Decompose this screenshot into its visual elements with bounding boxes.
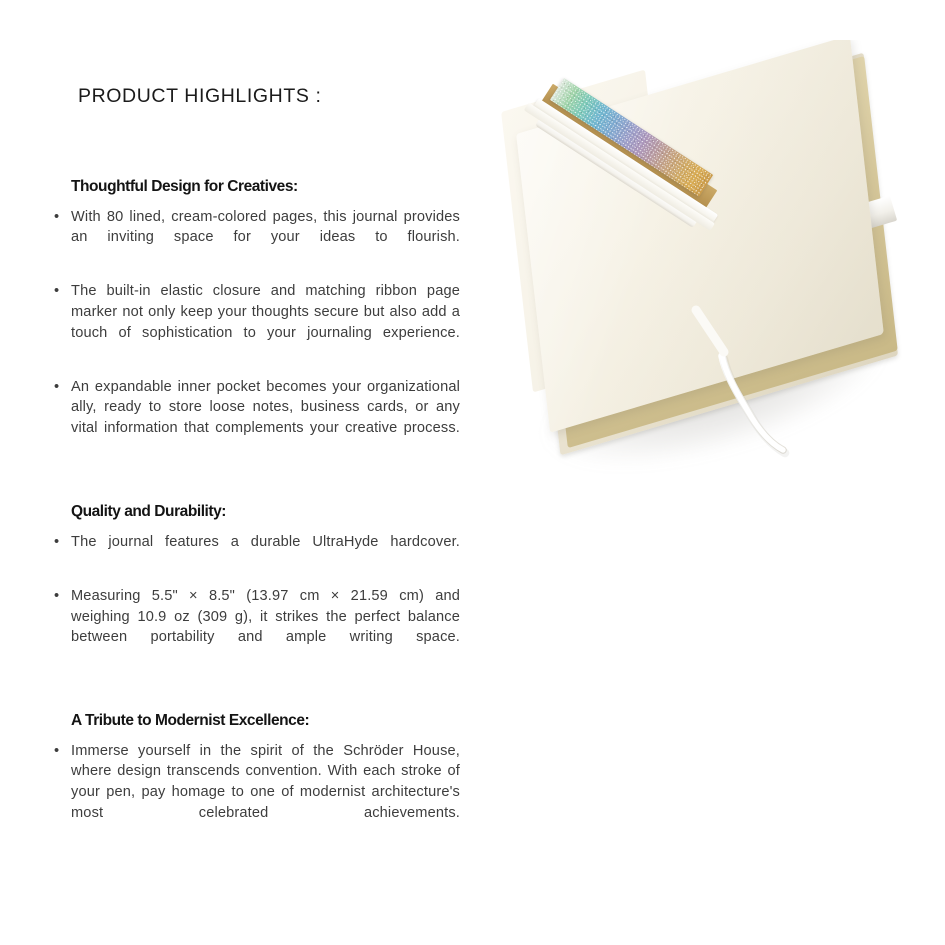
bullet-marker-icon: • [54, 283, 60, 300]
highlight-section [0, 178, 500, 459]
sections-container [0, 178, 500, 844]
product-photo [500, 40, 945, 490]
bullet-text: Immerse yourself in the spirit of the Schröder House, where design transcends convention. With each stroke of your pen, pay homage to one of modernist architecture's most celebrated achievements. [71, 742, 460, 821]
bullet-marker-icon: • [54, 587, 60, 604]
bullet-marker-icon: • [54, 208, 60, 225]
highlight-section [0, 712, 500, 844]
bullet-text: Measuring 5.5" × 8.5" (13.97 cm × 21.59 cm) and weighing 10.9 oz (309 g), it strikes the perfect balance between portability and ample writing space. [71, 587, 460, 646]
section-heading: A Tribute to Modernist Excellence: [71, 712, 310, 730]
bullet-list [0, 532, 500, 669]
section-heading: Thoughtful Design for Creatives: [71, 178, 298, 195]
bullet-item [0, 532, 500, 573]
bullet-marker-icon: • [54, 378, 60, 395]
ribbon-gutter-segment [696, 310, 724, 352]
bullet-item [0, 377, 500, 459]
bullet-marker-icon: • [54, 533, 60, 550]
ribbon-shadow [724, 359, 785, 453]
photo-stage [500, 40, 945, 490]
bullet-item [0, 281, 500, 363]
bullet-text: An expandable inner pocket becomes your organizational ally, ready to store loose notes, business cards, or any vital information that complements your creative process. [71, 378, 460, 436]
section-heading: Quality and Durability: [71, 503, 227, 521]
bullet-marker-icon: • [54, 742, 60, 759]
bullet-text: With 80 lined, cream-colored pages, this journal provides an inviting space for your ideas to flourish. [71, 208, 460, 246]
ribbon-page-marker [500, 40, 945, 490]
bullet-item [0, 207, 500, 269]
highlight-section [0, 503, 500, 668]
bullet-text: The built-in elastic closure and matching ribbon page marker not only keep your thoughts secure but also add a touch of sophistication to your journaling experience. [71, 283, 460, 341]
bullet-list [0, 741, 500, 844]
bullet-list [0, 207, 500, 460]
bullet-item [0, 741, 500, 844]
bullet-item [0, 586, 500, 668]
bullet-text: The journal features a durable UltraHyde hardcover. [71, 533, 460, 550]
page-title: PRODUCT HIGHLIGHTS : [78, 85, 322, 107]
